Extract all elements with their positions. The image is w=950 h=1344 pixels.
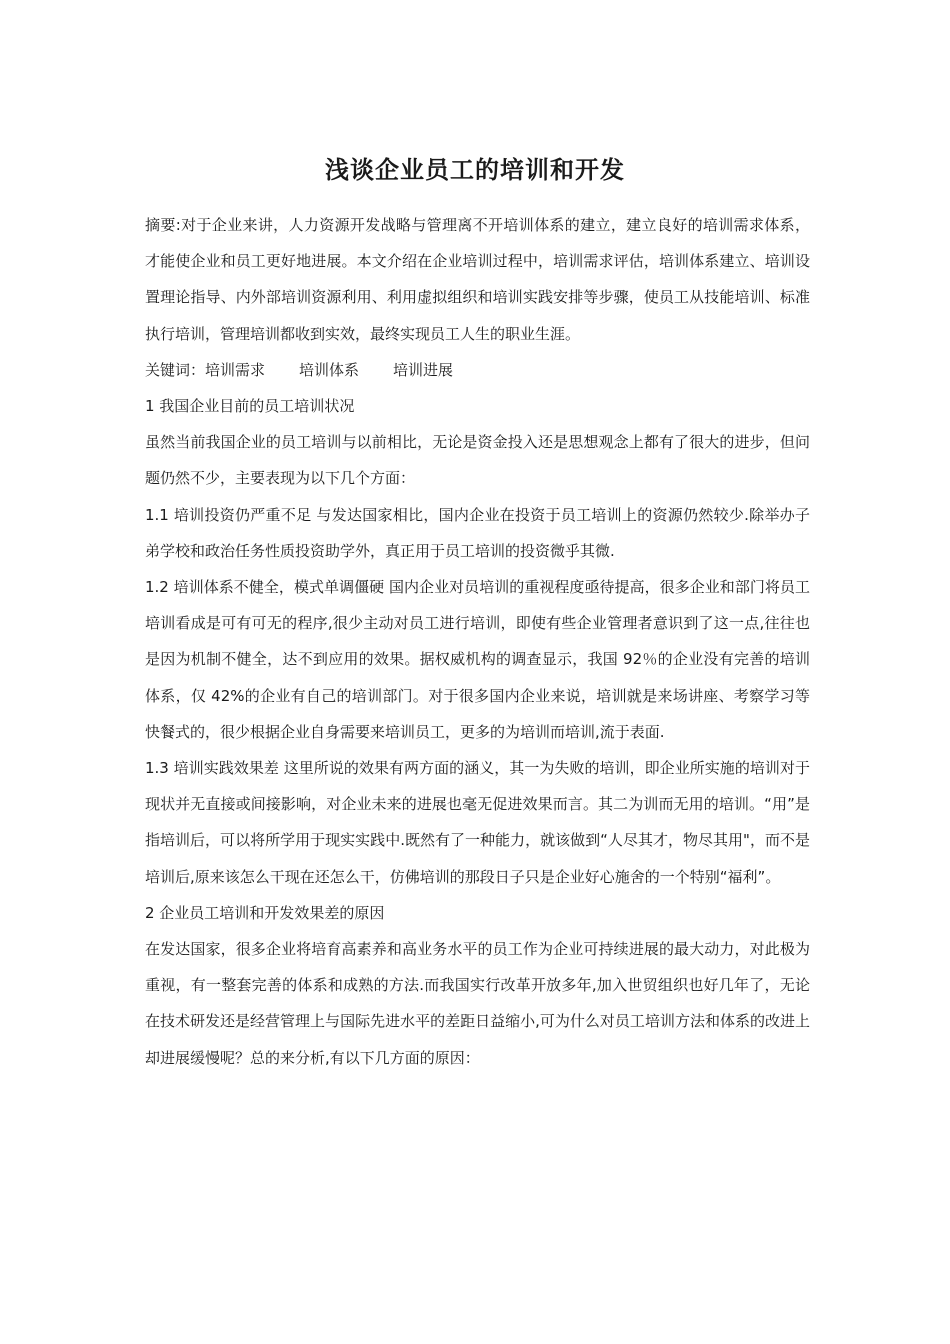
- subsection-1-2-paragraph: 1.2 培训体系不健全，模式单调僵硬 国内企业对员培训的重视程度亟待提高，很多企业和部门将员工培训看成是可有可无的程序,很少主动对员工进行培训，即使有些企业管理者意识到了这一点,往往也是因为机制不健全，达不到应用的效果。据权威机构的调查显示，我国 92％的企业没有完善的培训体系，仅 42%的企业有自己的培训部门。对于很多国内企业来说，培训就是来场讲座、考察学习等快餐式的，很少根据企业自身需要来培训员工，更多的为培训而培训,流于表面.: [145, 578, 810, 741]
- keyword: 培训体系: [299, 360, 360, 379]
- document-body: [145, 207, 810, 1076]
- section-heading-1: 1 我国企业目前的员工培训状况: [145, 397, 355, 416]
- keywords-label: 关键词：: [145, 360, 206, 379]
- document-title: 浅谈企业员工的培训和开发: [325, 156, 625, 184]
- body-paragraph: 虽然当前我国企业的员工培训与以前相比，无论是资金投入还是思想观念上都有了很大的进步，但问题仍然不少，主要表现为以下几个方面：: [145, 433, 810, 488]
- subsection-1-3-paragraph: 1.3 培训实践效果差 这里所说的效果有两方面的涵义，其一为失败的培训，即企业所实施的培训对于现状并无直接或间接影响，对企业未来的进展也毫无促进效果而言。其二为训而无用的培训。“用”是指培训后，可以将所学用于现实实践中.既然有了一种能力，就该做到“人尽其才，物尽其用"，而不是培训后,原来该怎么干现在还怎么干，仿佛培训的那段日子只是企业好心施舍的一个特别“福利”。: [145, 759, 810, 886]
- keywords-line: [145, 352, 810, 388]
- keyword: 培训进展: [393, 360, 454, 379]
- subsection-1-1-paragraph: 1.1 培训投资仍严重不足 与发达国家相比，国内企业在投资于员工培训上的资源仍然较少.除举办子弟学校和政治任务性质投资助学外，真正用于员工培训的投资微乎其微.: [145, 505, 810, 560]
- section-heading-2: 2 企业员工培训和开发效果差的原因: [145, 903, 385, 922]
- keyword: 培训需求: [205, 360, 266, 379]
- body-paragraph: 在发达国家，很多企业将培育高素养和高业务水平的员工作为企业可持续进展的最大动力，对此极为重视，有一整套完善的体系和成熟的方法.而我国实行改革开放多年,加入世贸组织也好几年了，无论在技术研发还是经营管理上与国际先进水平的差距日益缩小,可为什么对员工培训方法和体系的改进上却进展缓慢呢？总的来分析,有以下几方面的原因：: [145, 940, 810, 1067]
- abstract-paragraph: 摘要:对于企业来讲，人力资源开发战略与管理离不开培训体系的建立，建立良好的培训需求体系，才能使企业和员工更好地进展。本文介绍在企业培训过程中，培训需求评估，培训体系建立、培训设置理论指导、内外部培训资源利用、利用虚拟组织和培训实践安排等步骤，使员工从技能培训、标准执行培训，管理培训都收到实效，最终实现员工人生的职业生涯。: [145, 216, 810, 343]
